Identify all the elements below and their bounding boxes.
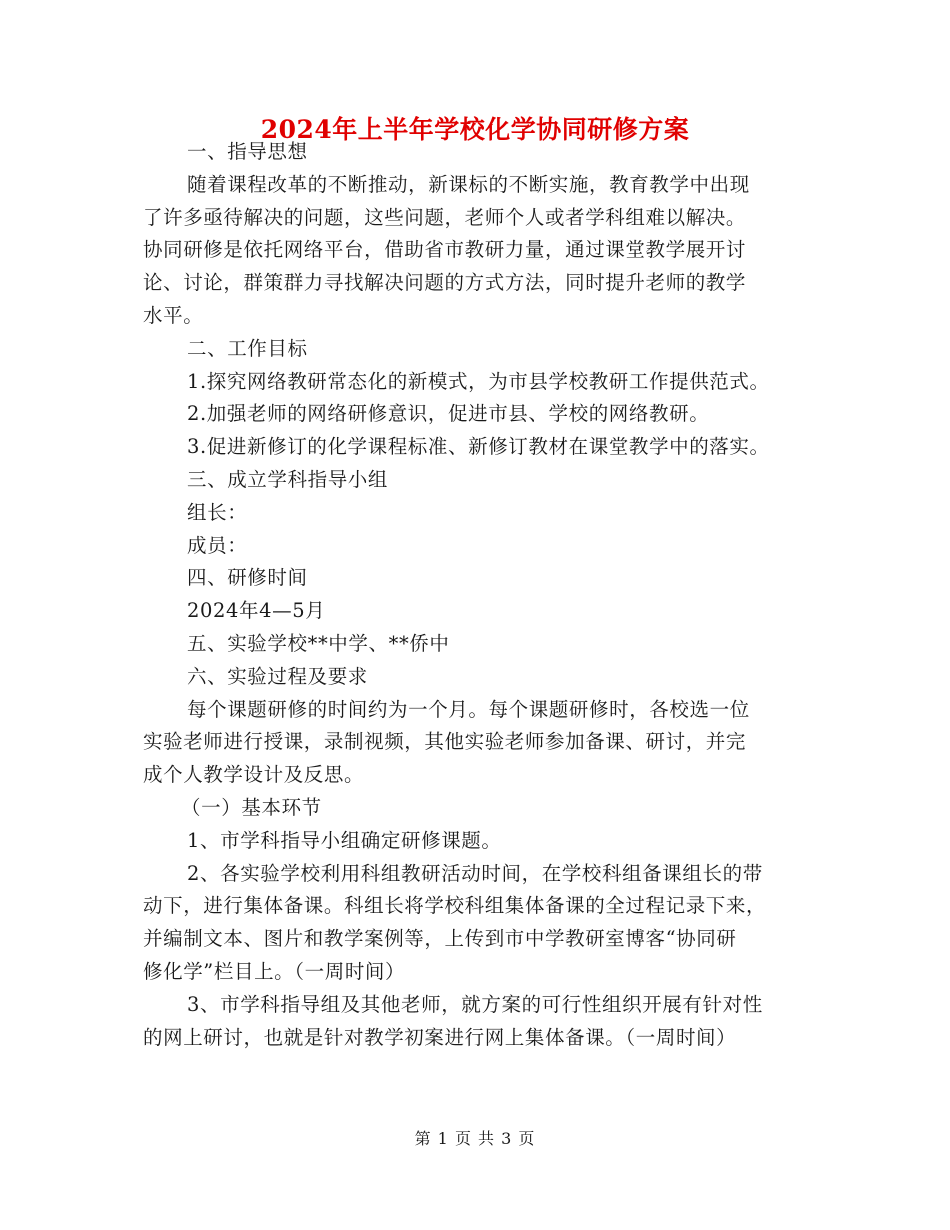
document-body bbox=[143, 136, 813, 1054]
section-heading: 五、实验学校**中学、**侨中 bbox=[187, 631, 450, 655]
paragraph-line: 修化学”栏目上。（一周时间） bbox=[143, 959, 406, 983]
paragraph-line: 的网上研讨，也就是针对教学初案进行网上集体备课。（一周时间） bbox=[143, 1025, 737, 1049]
document-title: 2024年上半年学校化学协同研修方案 bbox=[260, 115, 690, 144]
section-heading: 二、工作目标 bbox=[187, 336, 308, 360]
page-footer: 第 1 页 共 3 页 bbox=[414, 1129, 536, 1148]
paragraph-line: 随着课程改革的不断推动，新课标的不断实施，教育教学中出现 bbox=[187, 172, 750, 196]
section-heading: 四、研修时间 bbox=[187, 566, 308, 590]
paragraph-line: 实验老师进行授课，录制视频，其他实验老师参加备课、研讨，并完 bbox=[143, 730, 747, 754]
leader-label: 组长： bbox=[187, 500, 248, 524]
members-label: 成员： bbox=[187, 533, 248, 557]
study-time: 2024年4—5月 bbox=[187, 599, 326, 623]
list-item: 2.加强老师的网络研修意识，促进市县、学校的网络教研。 bbox=[187, 402, 710, 426]
paragraph-line: 成个人教学设计及反思。 bbox=[143, 763, 365, 787]
section-heading: 三、成立学科指导小组 bbox=[187, 467, 389, 491]
list-item: 1.探究网络教研常态化的新模式，为市县学校教研工作提供范式。 bbox=[187, 369, 770, 393]
list-item: 2、各实验学校利用科组教研活动时间，在学校科组备课组长的带 bbox=[187, 861, 763, 885]
subsection-heading: （一）基本环节 bbox=[181, 795, 322, 819]
section-heading: 一、指导思想 bbox=[187, 140, 308, 163]
paragraph-line: 每个课题研修的时间约为一个月。每个课题研修时，各校选一位 bbox=[187, 697, 750, 721]
paragraph-line: 并编制文本、图片和教学案例等，上传到市中学教研室博客“协同研 bbox=[143, 927, 737, 951]
list-item: 1、市学科指导小组确定研修课题。 bbox=[187, 828, 502, 852]
paragraph-line: 动下，进行集体备课。科组长将学校科组集体备课的全过程记录下来， bbox=[143, 894, 767, 918]
list-item: 3、市学科指导组及其他老师，就方案的可行性组织开展有针对性 bbox=[187, 992, 763, 1016]
list-item: 3.促进新修订的化学课程标准、新修订教材在课堂教学中的落实。 bbox=[187, 435, 770, 459]
section-heading: 六、实验过程及要求 bbox=[187, 664, 368, 688]
paragraph-line: 水平。 bbox=[143, 303, 204, 327]
paragraph-line: 论、讨论，群策群力寻找解决问题的方式方法，同时提升老师的教学 bbox=[143, 271, 747, 295]
paragraph-line: 了许多亟待解决的问题，这些问题，老师个人或者学科组难以解决。 bbox=[143, 205, 747, 229]
paragraph-line: 协同研修是依托网络平台，借助省市教研力量，通过课堂教学展开讨 bbox=[143, 238, 747, 262]
